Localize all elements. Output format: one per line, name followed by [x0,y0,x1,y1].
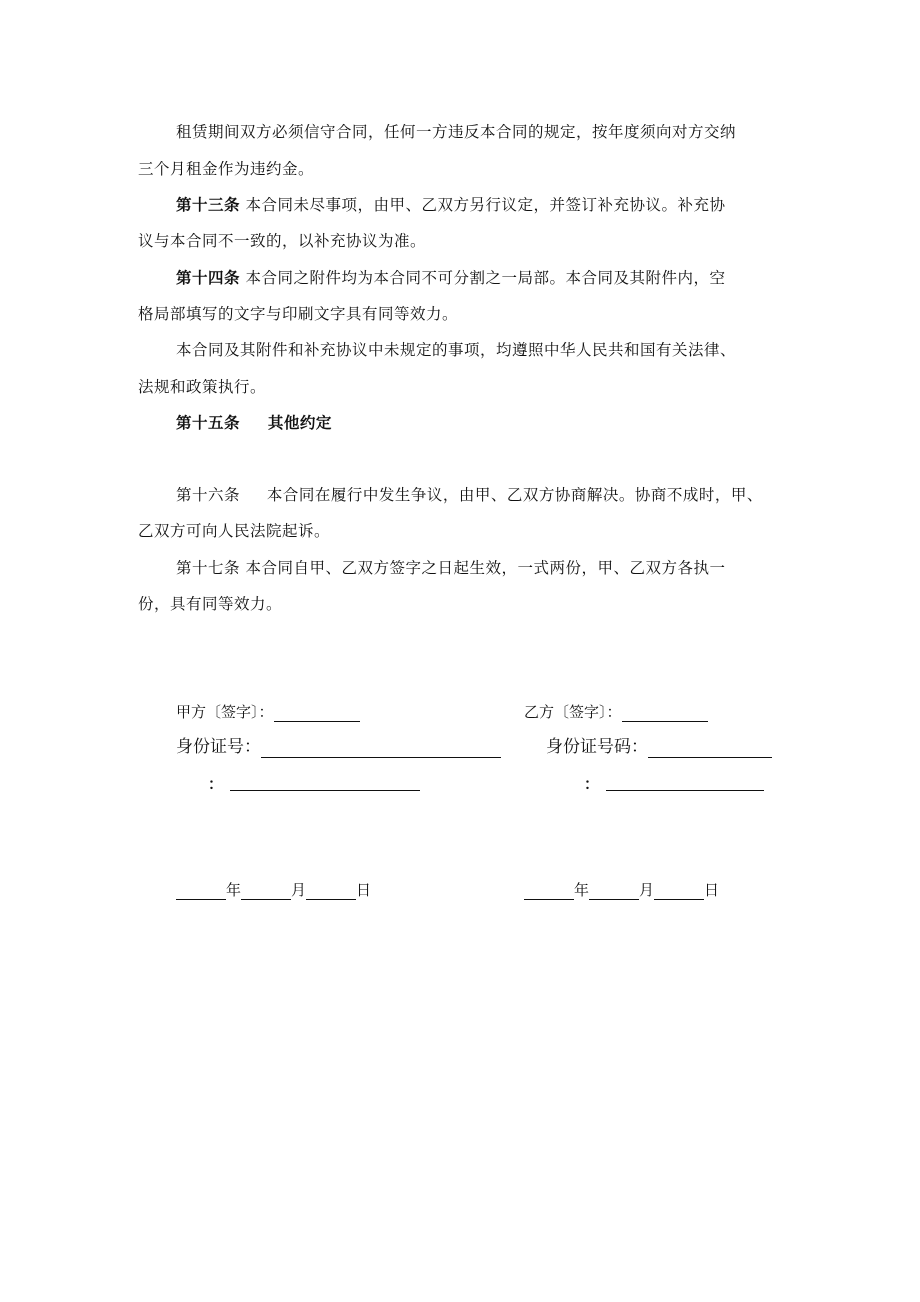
party-b-signature-row [524,702,708,722]
penalty-paragraph-line1: 租赁期间双方必须信守合同，任何一方违反本合同的规定，按年度须向对方交纳 [176,123,737,141]
law-paragraph-line1: 本合同及其附件和补充协议中未规定的事项，均遵照中华人民共和国有关法律、 [176,341,737,359]
article-13-line2: 议与本合同不一致的，以补充协议为准。 [138,232,427,250]
party-a-year-label: 年 [226,881,242,899]
article-13-label: 第十三条 [176,195,241,214]
article-15-label: 第十五条 [176,413,241,432]
party-b-signature-label: 乙方〔签字〕： [524,703,622,721]
article-17-label: 第十七条 [176,559,241,577]
party-b-signature-field[interactable] [622,705,708,722]
party-a-day-field[interactable] [306,883,356,900]
party-a-extra-colon: ： [208,775,224,793]
party-a-signature-row [176,702,360,722]
article-15-title: 其他约定 [267,413,332,432]
article-14-label: 第十四条 [176,268,241,287]
party-a-id-row [176,736,501,758]
article-15-heading [176,413,332,433]
party-b-year-field[interactable] [524,883,574,900]
party-b-id-label: 身份证号码： [546,737,648,757]
party-a-month-field[interactable] [241,883,291,900]
article-16-line1 [176,485,763,505]
party-b-day-label: 日 [704,881,720,899]
party-a-signature-field[interactable] [274,705,360,722]
party-a-id-label: 身份证号： [176,737,261,757]
party-b-month-field[interactable] [589,883,639,900]
article-14-line2: 格局部填写的文字与印刷文字具有同等效力。 [138,305,459,323]
party-a-extra-field[interactable] [230,790,420,791]
article-16-text: 本合同在履行中发生争议，由甲、乙双方协商解决。协商不成时，甲、 [266,486,763,504]
article-17-line1 [176,558,725,578]
article-16-line2: 乙双方可向人民法院起诉。 [138,522,331,540]
penalty-paragraph-line2: 三个月租金作为违约金。 [138,160,315,178]
article-17-line2: 份，具有同等效力。 [138,595,283,613]
party-a-year-field[interactable] [176,883,226,900]
party-a-month-label: 月 [291,881,307,899]
party-a-day-label: 日 [356,881,372,899]
article-14-line1 [176,268,725,288]
article-13-text: 本合同未尽事项，由甲、乙双方另行议定，并签订补充协议。补充协 [245,196,726,214]
article-17-text: 本合同自甲、乙双方签字之日起生效，一式两份，甲、乙双方各执一 [245,559,726,577]
party-b-id-field[interactable] [648,741,772,758]
party-a-date-row [176,880,371,900]
law-paragraph-line2: 法规和政策执行。 [138,378,267,396]
party-b-id-row [546,736,772,758]
party-b-day-field[interactable] [654,883,704,900]
party-b-extra-field[interactable] [606,790,764,791]
party-a-signature-label: 甲方〔签字〕： [176,703,274,721]
party-b-month-label: 月 [639,881,655,899]
party-a-id-field[interactable] [261,741,501,758]
party-b-year-label: 年 [574,881,590,899]
article-16-label: 第十六条 [176,486,241,504]
article-14-text: 本合同之附件均为本合同不可分割之一局部。本合同及其附件内，空 [245,269,726,287]
party-b-extra-colon: ： [584,775,600,793]
party-b-date-row [524,880,719,900]
article-13-line1 [176,195,725,215]
